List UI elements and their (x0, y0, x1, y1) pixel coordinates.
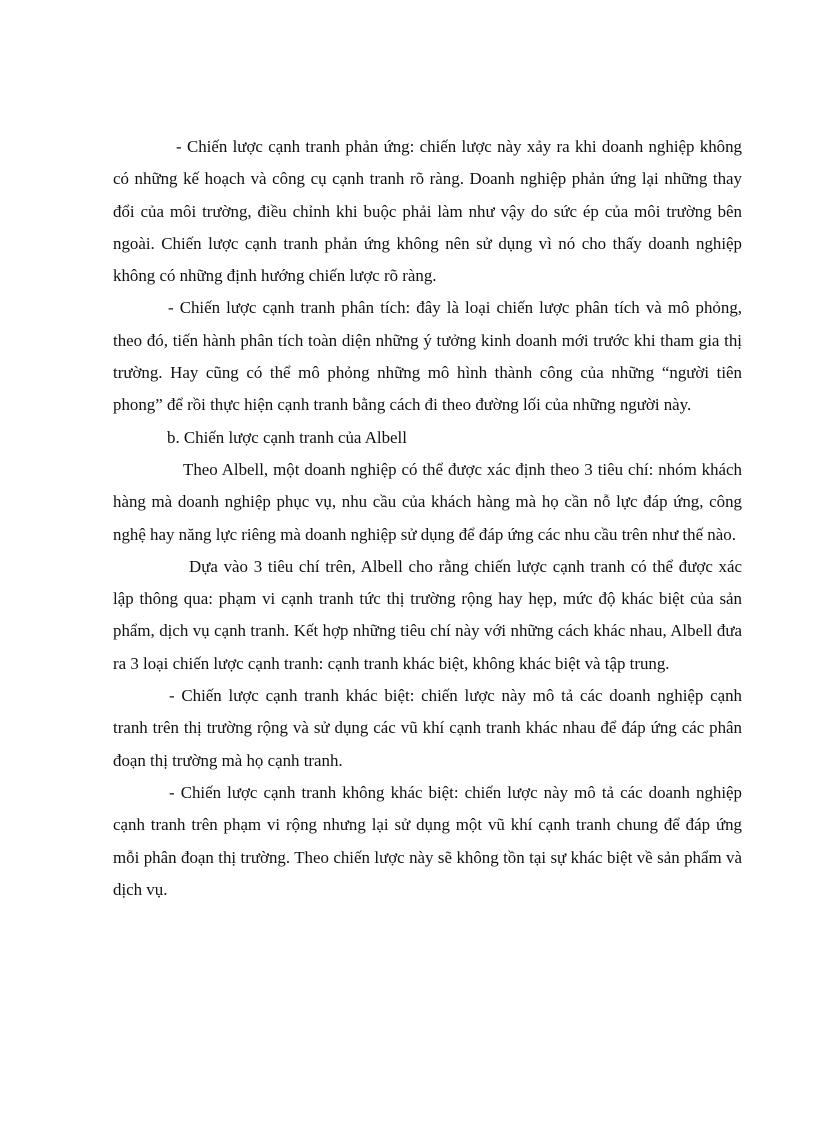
paragraph-reactive-strategy: - Chiến lược cạnh tranh phản ứng: chiến lược này xảy ra khi doanh nghiệp không có những kế hoạch và công cụ cạnh tranh rõ ràng. Doanh nghiệp phản ứng lại những thay đổi của môi trường, điều chỉnh khi buộc phải làm như vậy do sức ép của môi trường bên ngoài. Chiến lược cạnh tranh phản ứng không nên sử dụng vì nó cho thấy doanh nghiệp không có những định hướng chiến lược rõ ràng. (113, 137, 742, 286)
paragraph-undifferentiated-strategy: - Chiến lược cạnh tranh không khác biệt: chiến lược này mô tả các doanh nghiệp cạnh tranh trên phạm vi rộng nhưng lại sử dụng một vũ khí cạnh tranh chung để đáp ứng mỗi phân đoạn thị trường. Theo chiến lược này sẽ không tồn tại sự khác biệt về sản phẩm và dịch vụ. (113, 782, 742, 899)
paragraph-analytical-strategy: - Chiến lược cạnh tranh phân tích: đây là loại chiến lược phân tích và mô phỏng, theo đó, tiến hành phân tích toàn diện những ý tưởng kinh doanh mới trước khi tham gia thị trường. Hay cũng có thể mô phỏng những mô hình thành công của những “người tiên phong” để rồi thực hiện cạnh tranh bằng cách đi theo đường lối của những người này. (113, 298, 742, 415)
paragraph-albell-types: Dựa vào 3 tiêu chí trên, Albell cho rằng chiến lược cạnh tranh có thể được xác lập thông qua: phạm vi cạnh tranh tức thị trường rộng hay hẹp, mức độ khác biệt của sản phẩm, dịch vụ cạnh tranh. Kết hợp những tiêu chí này với những cách khác nhau, Albell đưa ra 3 loại chiến lược cạnh tranh: cạnh tranh khác biệt, không khác biệt và tập trung. (113, 556, 742, 673)
paragraph-differentiated-strategy: - Chiến lược cạnh tranh khác biệt: chiến lược này mô tả các doanh nghiệp cạnh tranh trên thị trường rộng và sử dụng các vũ khí cạnh tranh khác nhau để đáp ứng các phân đoạn thị trường mà họ cạnh tranh. (113, 686, 742, 770)
document-body (113, 131, 742, 906)
section-heading-albell: b. Chiến lược cạnh tranh của Albell (167, 427, 407, 447)
paragraph-albell-criteria: Theo Albell, một doanh nghiệp có thể được xác định theo 3 tiêu chí: nhóm khách hàng mà doanh nghiệp phục vụ, nhu cầu của khách hàng mà họ cần nỗ lực đáp ứng, công nghệ hay năng lực riêng mà doanh nghiệp sử dụng để đáp ứng các nhu cầu trên như thế nào. (113, 459, 742, 544)
